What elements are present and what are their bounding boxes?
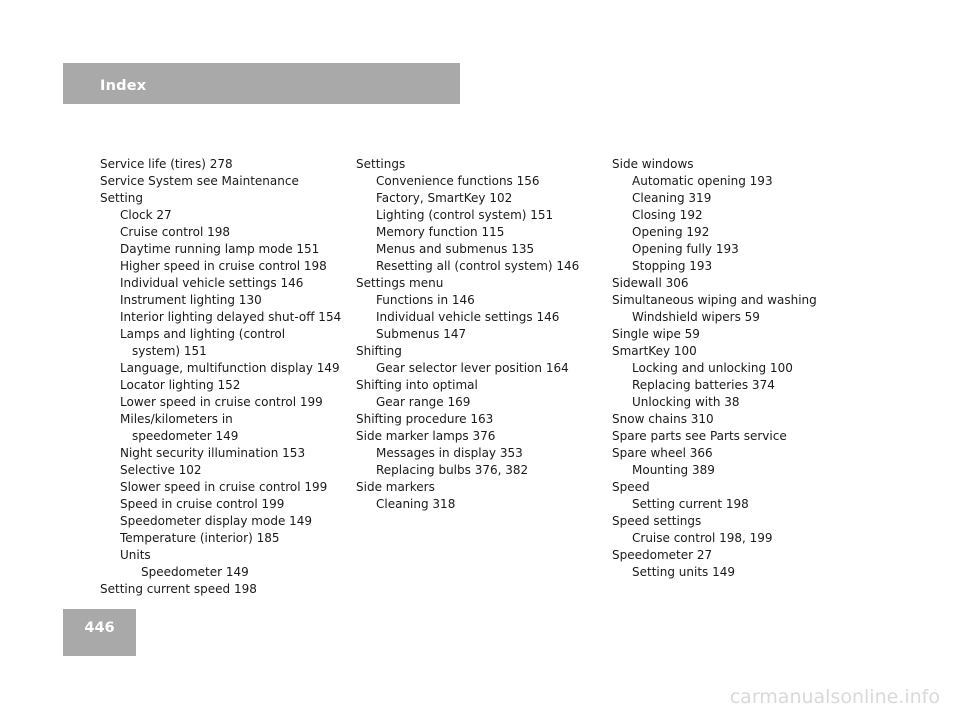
index-entry: Menus and submenus 135 [376, 242, 535, 256]
index-entry: Spare wheel 366 [612, 446, 713, 460]
index-entry: Resetting all (control system) 146 [376, 259, 580, 273]
index-entry: Lower speed in cruise control 199 [120, 395, 323, 409]
index-entry: Individual vehicle settings 146 [376, 310, 560, 324]
index-entry: Replacing bulbs 376, 382 [376, 463, 529, 477]
index-entry: Instrument lighting 130 [120, 293, 262, 307]
index-entry: Lamps and lighting (control [120, 327, 286, 341]
index-column-3 [612, 156, 842, 581]
watermark-text: carmanualsonline.info [729, 686, 940, 708]
index-entry: Setting [100, 191, 143, 205]
index-entry: Shifting into optimal [356, 378, 478, 392]
index-entry: Cleaning 318 [376, 497, 456, 511]
index-column-1 [100, 156, 350, 598]
index-entry: Stopping 193 [632, 259, 713, 273]
page-number-box [63, 609, 136, 656]
index-entry: Factory, SmartKey 102 [376, 191, 513, 205]
index-entry: Clock 27 [120, 208, 172, 222]
index-entry: system) 151 [132, 344, 207, 358]
index-entry: Side marker lamps 376 [356, 429, 496, 443]
index-entry: Unlocking with 38 [632, 395, 740, 409]
index-entry: Closing 192 [632, 208, 703, 222]
page-number: 446 [84, 620, 115, 636]
index-entry: Units [120, 548, 151, 562]
index-entry: Shifting [356, 344, 402, 358]
index-entry: Mounting 389 [632, 463, 715, 477]
index-entry: Individual vehicle settings 146 [120, 276, 304, 290]
index-entry: Opening 192 [632, 225, 710, 239]
index-entry: Memory function 115 [376, 225, 505, 239]
index-entry: Gear range 169 [376, 395, 471, 409]
index-entry: Single wipe 59 [612, 327, 700, 341]
index-entry: Convenience functions 156 [376, 174, 540, 188]
index-entry: Settings menu [356, 276, 444, 290]
index-entry: Interior lighting delayed shut-off 154 [120, 310, 342, 324]
index-column-2 [356, 156, 606, 513]
index-entry: Daytime running lamp mode 151 [120, 242, 320, 256]
index-entry: Messages in display 353 [376, 446, 523, 460]
index-entry: Speed [612, 480, 650, 494]
index-entry: Speed in cruise control 199 [120, 497, 285, 511]
index-entry: Opening fully 193 [632, 242, 739, 256]
index-entry: Setting units 149 [632, 565, 736, 579]
index-entry: Automatic opening 193 [632, 174, 773, 188]
index-entry: Night security illumination 153 [120, 446, 306, 460]
index-entry: Snow chains 310 [612, 412, 714, 426]
index-entry: Miles/kilometers in [120, 412, 233, 426]
index-entry: Side windows [612, 157, 694, 171]
index-entry: Setting current speed 198 [100, 582, 257, 596]
index-entry: Submenus 147 [376, 327, 467, 341]
section-title: Index [100, 78, 147, 94]
index-entry: Slower speed in cruise control 199 [120, 480, 328, 494]
index-entry: Simultaneous wiping and washing [612, 293, 817, 307]
index-entry: Service life (tires) 278 [100, 157, 233, 171]
index-entry: Cleaning 319 [632, 191, 712, 205]
index-entry: Side markers [356, 480, 435, 494]
index-entry: SmartKey 100 [612, 344, 697, 358]
section-header-bar [63, 63, 460, 104]
index-entry: Lighting (control system) 151 [376, 208, 554, 222]
index-entry: Functions in 146 [376, 293, 475, 307]
index-entry: Speedometer 27 [612, 548, 713, 562]
index-entry: Selective 102 [120, 463, 202, 477]
index-entry: Gear selector lever position 164 [376, 361, 569, 375]
index-entry: speedometer 149 [132, 429, 239, 443]
index-entry: Speedometer 149 [141, 565, 249, 579]
index-entry: Speed settings [612, 514, 702, 528]
index-entry: Sidewall 306 [612, 276, 689, 290]
index-entry: Temperature (interior) 185 [120, 531, 280, 545]
index-entry: Replacing batteries 374 [632, 378, 775, 392]
index-entry: Service System see Maintenance [100, 174, 299, 188]
index-entry: Language, multifunction display 149 [120, 361, 340, 375]
index-entry: Settings [356, 157, 406, 171]
index-entry: Spare parts see Parts service [612, 429, 787, 443]
index-entry: Shifting procedure 163 [356, 412, 494, 426]
index-entry: Setting current 198 [632, 497, 749, 511]
index-entry: Cruise control 198, 199 [632, 531, 773, 545]
index-entry: Windshield wipers 59 [632, 310, 760, 324]
index-entry: Higher speed in cruise control 198 [120, 259, 327, 273]
index-entry: Locking and unlocking 100 [632, 361, 793, 375]
index-entry: Locator lighting 152 [120, 378, 241, 392]
index-entry: Cruise control 198 [120, 225, 231, 239]
index-entry: Speedometer display mode 149 [120, 514, 313, 528]
